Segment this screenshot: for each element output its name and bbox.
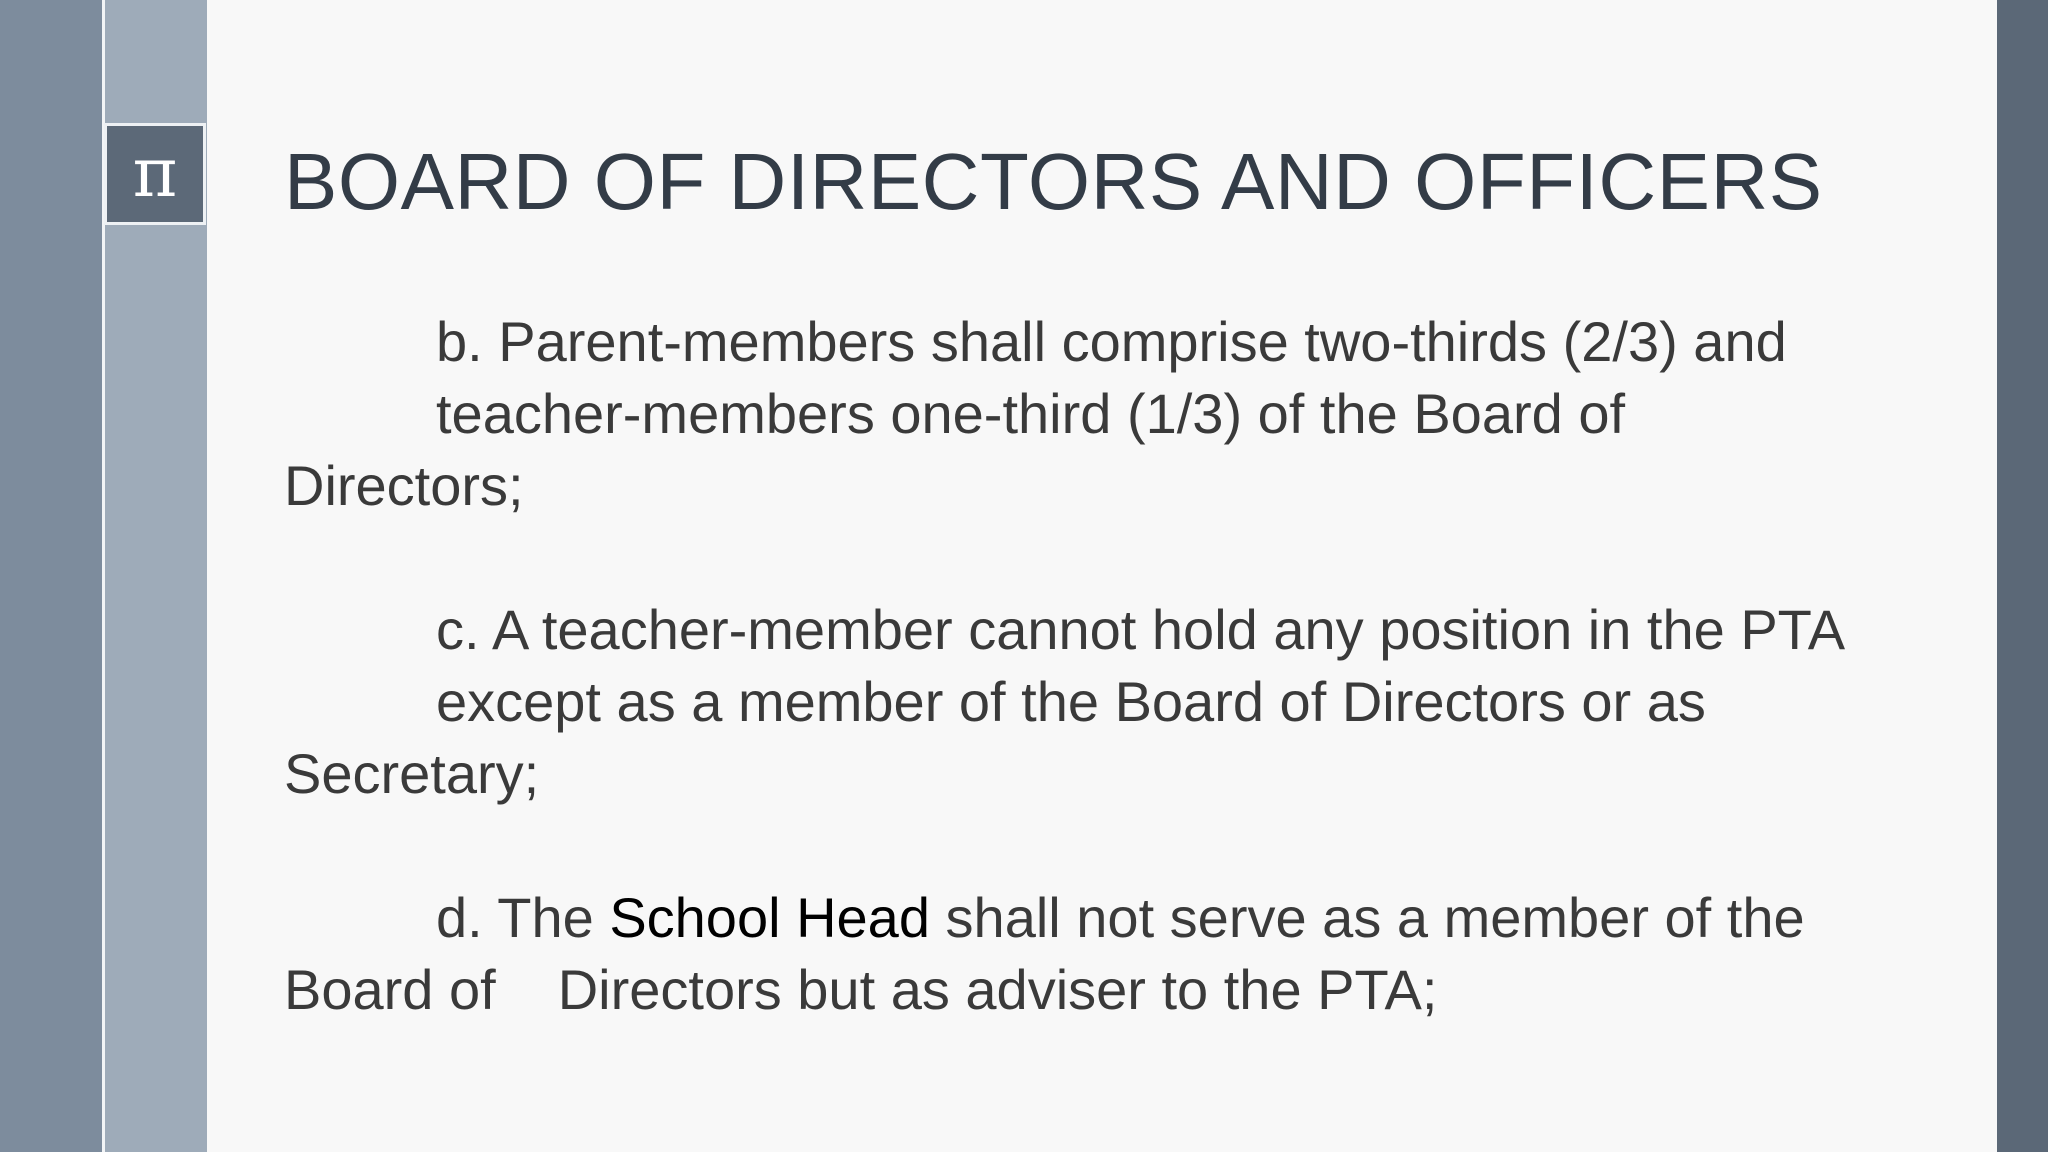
paragraph-d-line1-end: shall not serve as a member of the (929, 886, 1805, 949)
paragraph-b-line3: Directors; (284, 454, 524, 517)
paragraph-d-line2-end: Directors but as adviser to the PTA; (557, 958, 1438, 1021)
paragraph-b-line1: b. Parent-members shall comprise two-thirds (2/3) and (436, 310, 1787, 373)
paragraph-d-line2-start: Board of (284, 958, 496, 1021)
school-head-highlight: School Head (609, 886, 930, 949)
paragraph-c (284, 594, 1984, 810)
paragraph-d (284, 882, 1984, 1026)
paragraph-b (284, 306, 1984, 522)
paragraph-b-line2: teacher-members one-third (1/3) of the Board of (436, 382, 1626, 445)
paragraph-c-line3: Secretary; (284, 742, 540, 805)
slide-title: BOARD OF DIRECTORS AND OFFICERS (284, 137, 1823, 226)
slide-body (284, 306, 1984, 1098)
left-outer-band (0, 0, 102, 1152)
paragraph-c-line2: except as a member of the Board of Directors or as (436, 670, 1706, 733)
pi-symbol: π (132, 134, 178, 213)
paragraph-d-line1-start: d. The (436, 886, 610, 949)
paragraph-c-line1: c. A teacher-member cannot hold any position in the PTA (436, 598, 1846, 661)
right-edge-band (1997, 0, 2048, 1152)
pi-logo-icon (104, 123, 206, 225)
